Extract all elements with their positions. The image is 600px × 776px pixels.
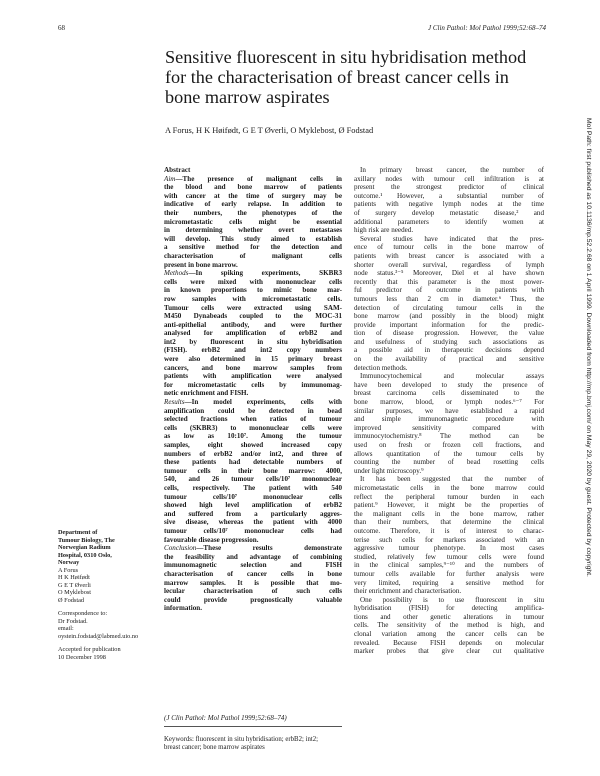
abstract-line: characterisation of cancer cells in bone [164, 569, 342, 578]
correspondence-line: email: [58, 625, 74, 632]
body-line: very limited, requiring a sensitive method for [354, 578, 544, 587]
abstract-heading: Abstract [164, 166, 191, 174]
affiliated-author: O Myklebost [58, 589, 92, 596]
abstract-line: amplification could be detected in bead [164, 406, 342, 415]
abstract-line: tumour cells in their bone marrow: 4000, [164, 466, 342, 475]
abstract-line: Tumour cells were extracted using SAM- [164, 303, 342, 312]
body-line: It has been suggested that the number of [360, 475, 544, 484]
abstract-line: their numbers, the phenotypes of the [164, 208, 342, 217]
body-line: studied, relatively few tumour cells were found [354, 552, 544, 561]
abstract-line: information. [164, 604, 203, 613]
abstract-line: the blood and bone marrow of patients [164, 183, 342, 192]
body-line: breast carcinoma cells disseminated to the [354, 389, 544, 398]
body-line: allows quantitation of the tumour cells by [354, 449, 544, 458]
abstract-line: present in bone marrow. [164, 260, 238, 269]
department-line: Norway [58, 559, 80, 566]
body-line: clonal variation among the cancer cells can be [354, 630, 544, 639]
abstract-line: selected fractions when ratios of tumour [164, 415, 342, 424]
body-line: patients with breast cancer is associated with a [354, 251, 544, 260]
introduction-text [354, 166, 544, 656]
body-line: patient.⁹ However, it might be the properties of [354, 501, 544, 510]
affiliated-author: H K Høifødt [58, 574, 90, 581]
department-line: Hospital, 0310 Oslo, [58, 551, 112, 559]
abstract-line: in known proportions to mimic bone mar- [164, 286, 342, 295]
affiliated-author: A Forus [58, 566, 79, 574]
body-line: and usefulness of studying such associations as [354, 337, 544, 346]
correspondence-line: Dr Fodstad. [58, 617, 88, 625]
abstract-line: were also determined in 15 primary breast [164, 355, 342, 364]
abstract-line: M450 Dynabeads coupled to the MOC-31 [164, 312, 342, 321]
body-line: tumours less than 2 cm in diameter.⁶ Thus, the [354, 294, 544, 303]
abstract-line: characterisation of malignant cells [164, 251, 342, 260]
abstract-line: analysed for amplification of erbB2 and [164, 329, 342, 338]
page-number: 68 [58, 24, 65, 32]
body-line: tumour cells available for further analysis were [354, 569, 544, 578]
keywords-line: breast cancer; bone marrow aspirates [164, 744, 265, 751]
abstract-line: favourable disease progression. [164, 535, 259, 544]
title-line: Sensitive fluorescent in situ hybridisation method [165, 47, 527, 67]
author-affiliation [58, 529, 158, 661]
body-line: and simple immunomagnetic procedure with [354, 415, 544, 424]
abstract-line: (FISH). erbB2 and int2 copy numbers [164, 346, 342, 355]
body-line: hybridisation (FISH) for detecting amplifica- [354, 604, 544, 613]
abstract-line: could provide prognostically valuable [164, 595, 342, 604]
journal-running-head: J Clin Pathol: Mol Pathol 1999;52:68–74 [427, 24, 546, 32]
abstract-line: sive disease, whereas the patient with 4000 [164, 518, 342, 527]
body-line: present the strongest predictor of clinical [354, 183, 544, 192]
body-line: In primary breast cancer, the number of [360, 166, 544, 174]
abstract-line: cells, respectively. The patient with 540 [164, 483, 342, 492]
body-line: shorter overall survival, regardless of lymph [354, 260, 544, 269]
abstract-line: and suffered from a particularly aggres- [164, 509, 342, 518]
abstract-line: will develop. This study aimed to establish [164, 234, 342, 243]
body-line: aggressive tumour phenotype. In most cases [354, 544, 544, 553]
title-line: for the characterisation of breast cancer cells in [165, 67, 509, 87]
body-line: ful predictor of outcome in patients with [354, 286, 544, 295]
article-title [165, 47, 545, 107]
body-line: detection methods. [354, 363, 408, 372]
body-line: high risk are needed. [354, 226, 414, 235]
body-line: than their numbers, that determine the clinical [354, 518, 544, 527]
abstract-line: tumour cells/10⁷ mononuclear cells [164, 492, 342, 501]
body-line: Several studies have indicated that the pres- [360, 234, 544, 243]
body-line: their enrichment and characterisation. [354, 587, 462, 596]
abstract-line: row samples with micrometastatic cells. [164, 294, 342, 303]
abstract [164, 166, 342, 613]
download-notice: Mol Path: first published as 10.1136/mp.52.2.68 on 1 April 1999. Downloaded from http://mp.bmj.com/ on May 29, 2020 by guest. Protected by copyright. [585, 118, 592, 577]
abstract-line: lecular characterisation of such cells [164, 587, 342, 596]
abstract-line: patients with amplification were analysed [164, 372, 342, 381]
body-line: improved sensitivity compared with [354, 423, 544, 432]
body-line: Immunocytochemical and molecular assays [360, 372, 544, 381]
body-line: marker probes that give clear cut qualitative [354, 647, 544, 656]
body-line: micrometastatic cells in the bone marrow could [354, 483, 544, 492]
body-line: additional parameters to identify women at [354, 217, 544, 226]
body-line: a possible aid in therapeutic decisions depend [354, 346, 544, 355]
body-line: One possibility is to use fluorescent in situ [360, 595, 544, 604]
abstract-line: Results—In model experiments, cells with [164, 398, 342, 407]
body-line: in the clinical samples,⁹⁻¹⁰ and the numbers of [354, 561, 544, 570]
abstract-line: marrow samples. It is possible that mo- [164, 578, 342, 587]
abstract-line: numbers of erbB2 and/or int2, and three of [164, 449, 342, 458]
keywords-divider [164, 726, 342, 727]
correspondence-email: oystein.fodstad@labmed.uio.no [58, 632, 139, 640]
department-line: Tumour Biology, The [58, 536, 115, 544]
body-line: bone marrow (and possibly in the blood) might [354, 312, 544, 321]
body-line: patients with negative lymph nodes at the time [354, 200, 544, 209]
abstract-line: cancers, and bone marrow samples from [164, 363, 342, 372]
abstract-line: tumour cells/10⁷ mononuclear cells had [164, 526, 342, 535]
body-line: terise such cells for markers associated with an [354, 535, 544, 544]
abstract-line: 540, and 26 tumour cells/10⁷ mononuclear [164, 475, 342, 484]
body-line: tion of disease progression. However, the value [354, 329, 544, 338]
author-list: A Forus, H K Høifødt, G E T Øverli, O Myklebost, Ø Fodstad [165, 126, 374, 135]
affiliated-author: G E T Øverli [58, 581, 91, 589]
keywords-line: Keywords: fluorescent in situ hybridisation; erbB2; int2; [164, 736, 319, 743]
body-line: on the availability of practical and sensitive [354, 355, 544, 364]
body-line: revealed. Because FISH depends on molecular [354, 638, 544, 647]
body-line: ence of tumour cells in the bone marrow of [354, 243, 544, 252]
abstract-line: Aim—The presence of malignant cells in [164, 174, 342, 183]
abstract-line: netic enrichment and FISH. [164, 389, 249, 398]
correspondence-line: Correspondence to: [58, 610, 108, 617]
body-line: the malignant cells in the bone marrow, rather [354, 509, 544, 518]
abstract-line: anti-epithelial antibody, and were further [164, 320, 342, 329]
abstract-line: cells were mixed with mononuclear cells [164, 277, 342, 286]
abstract-line: Conclusion—These results demonstrate [164, 544, 342, 553]
body-line: immunocytochemistry.⁸ The method can be [354, 432, 544, 441]
body-line: counting the number of bead rosetting cells [354, 458, 544, 467]
body-line: outcome.¹ However, a substantial number of [354, 191, 544, 200]
abstract-line: cells (SKBR3) to mononuclear cells were [164, 423, 342, 432]
abstract-line: micrometastatic cells might be essential [164, 217, 342, 226]
body-line: detection of circulating tumour cells in the [354, 303, 544, 312]
abstract-line: for micrometastatic cells by immunomag- [164, 380, 342, 389]
article-citation: (J Clin Pathol: Mol Pathol 1999;52:68–74) [164, 714, 287, 722]
body-line: used on fresh or frozen cell fractions, and [354, 441, 544, 449]
abstract-line: these patients had detectable numbers of [164, 458, 342, 467]
keywords [164, 736, 318, 752]
body-line: under light microscopy.⁹ [354, 466, 424, 475]
abstract-line: immunomagnetic selection and FISH [164, 561, 342, 570]
abstract-line: as low as 10:10⁷. Among the tumour [164, 432, 342, 441]
body-line: axillary nodes with tumour cell infiltration is at [354, 174, 544, 183]
title-line: bone marrow aspirates [165, 87, 330, 107]
affiliated-author: Ø Fodstad [58, 596, 85, 604]
body-line: reflect the peripheral tumour burden in each [354, 492, 544, 501]
abstract-line: Methods—In spiking experiments, SKBR3 [164, 269, 342, 278]
department-line: Department of [58, 529, 98, 536]
acceptance-date-line: 10 December 1998 [58, 653, 106, 661]
body-line: outcome. Therefore, it is of interest to charac- [354, 526, 544, 535]
abstract-line: samples, eight showed increased copy [164, 441, 342, 449]
abstract-line: a sensitive method for the detection and [164, 243, 342, 252]
body-line: of surgery develop metastatic disease,² and [354, 208, 544, 217]
body-line: cells. The sensitivity of the method is high, and [354, 621, 544, 630]
body-line: tions and other genetic alterations in tumour [354, 612, 544, 621]
abstract-line: with cancer at the time of surgery may be [164, 191, 342, 200]
body-line: provide important information for the predic- [354, 320, 544, 329]
abstract-line: int2 by fluorescent in situ hybridisation [164, 337, 342, 346]
abstract-line: in determining whether overt metastases [164, 226, 342, 235]
body-line: node status.³⁻⁵ Moreover, Diel et al have shown [354, 269, 544, 278]
abstract-line: the feasibility and advantage of combining [164, 552, 342, 561]
body-line: recently that this parameter is the most power- [354, 277, 544, 286]
acceptance-date-line: Accepted for publication [58, 646, 121, 653]
abstract-line: showed high level amplification of erbB2 [164, 501, 342, 510]
department-line: Norwegian Radium [58, 544, 111, 551]
body-line: bone marrow, blood, or lymph nodes.⁶⁻⁷ For [354, 398, 544, 407]
abstract-line: indicative of early relapse. In addition to [164, 200, 342, 209]
body-line: have been developed to study the presence of [354, 380, 544, 389]
body-line: similar purposes, we have established a rapid [354, 406, 544, 415]
